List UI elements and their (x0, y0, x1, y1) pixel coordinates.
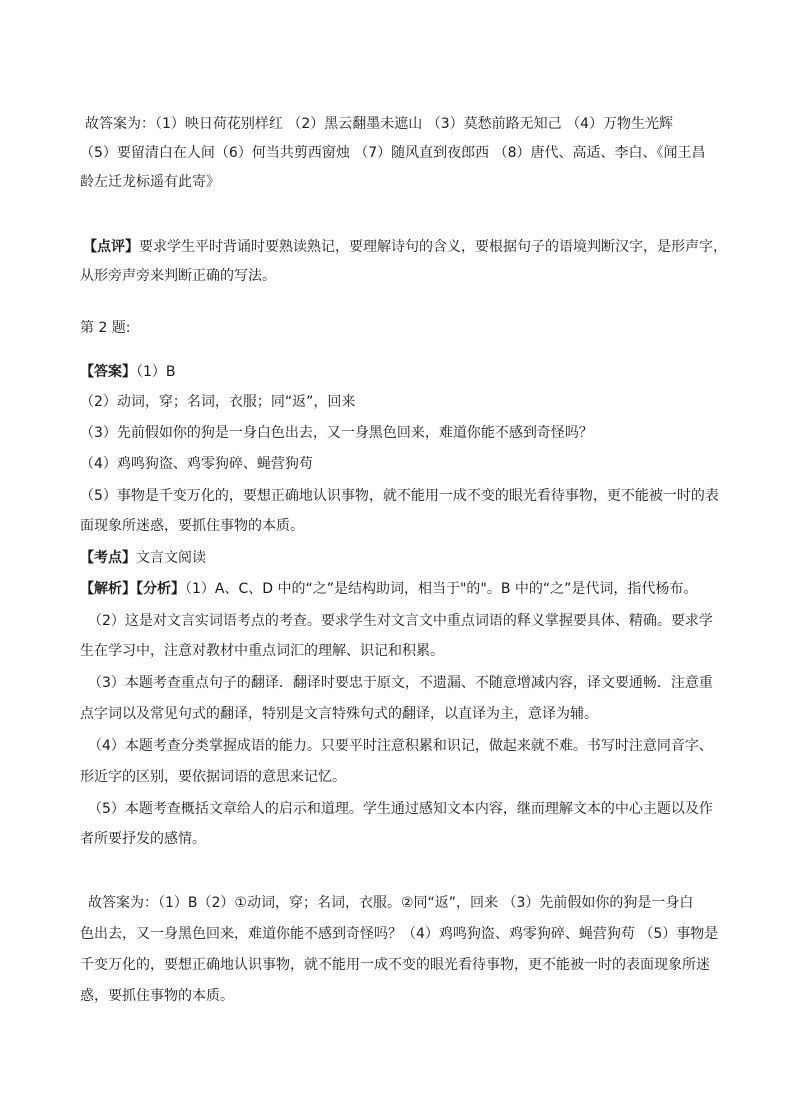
kaodian-text: 文言文阅读 (136, 550, 206, 566)
answer-item-4: （4）鸡鸣狗盗、鸡零狗碎、蝇营狗苟 (80, 456, 313, 472)
answer-item-1: （1）B (136, 364, 176, 380)
answer-summary-line-1: 故答案为：（1）映日荷花别样红 （2）黑云翻墨未遮山 （3）莫愁前路无知己 （4）万物生光辉 (85, 116, 673, 132)
jiexi-item-4-line-2: 形近字的区别，要依据词语的意思来记忆。 (80, 769, 346, 785)
jiexi-item-5-line-2: 者所要抒发的感情。 (80, 831, 206, 847)
jiexi-item-3-line-1: （3）本题考查重点句子的翻译．翻译时要忠于原文，不遗漏、不随意增减内容，译文要通畅．注意重 (88, 675, 713, 691)
answer-item-5-line-2: 面现象所迷惑，要抓住事物的本质。 (80, 518, 304, 534)
final-answer-line-3: 千变万化的，要想正确地认识事物，就不能用一成不变的眼光看待事物，更不能被一时的表面现象所迷 (80, 957, 710, 973)
comment-text-1: 要求学生平时背诵时要熟读熟记，要理解诗句的含义，要根据句子的语境判断汉字，是形声字， (139, 239, 727, 255)
answer-item-2: （2）动词，穿；名词，衣服；同“返”，回来 (80, 394, 356, 410)
jiexi-item-3-line-2: 点字词以及常见句式的翻译，特别是文言特殊句式的翻译，以直译为主，意译为辅。 (80, 706, 598, 722)
comment-tag: 【点评】 (83, 239, 139, 255)
question-heading: 第 2 题: (80, 320, 131, 336)
comment-line-2: 从形旁声旁来判断正确的写法。 (80, 268, 276, 284)
answer-item-5-line-1: （5）事物是千变万化的，要想正确地认识事物，就不能用一成不变的眼光看待事物，更不能被一时的表 (80, 488, 719, 504)
final-answer-line-1: 故答案为：（1）B（2）①动词，穿；名词，衣服。②同“返”，回来 （3）先前假如你的狗是一身白 (88, 895, 694, 911)
jiexi-item-5-line-1: （5）本题考查概括文章给人的启示和道理。学生通过感知文本内容，继而理解文本的中心主题以及作 (88, 801, 713, 817)
answer-tag: 【答案】 (80, 364, 136, 380)
comment-line-1 (83, 237, 733, 257)
jiexi-item-1: （1）A、C、D 中的“之”是结构助词，相当于"的"。B 中的“之”是代词，指代杨布。 (185, 581, 698, 597)
kaodian-line (80, 548, 730, 568)
answer-summary-line-3: 龄左迁龙标遥有此寄》 (80, 174, 220, 190)
jiexi-item-2-line-2: 生在学习中，注意对教材中重点词汇的理解、识记和积累。 (80, 643, 444, 659)
kaodian-tag: 【考点】 (80, 550, 136, 566)
answer-summary-line-2: （5）要留清白在人间（6）何当共剪西窗烛 （7）随风直到夜郎西 （8）唐代、高适、李白、《闻王昌 (80, 145, 706, 161)
final-answer-line-4: 惑，要抓住事物的本质。 (80, 988, 234, 1004)
jiexi-tag: 【解析】 (80, 581, 136, 597)
jiexi-item-4-line-1: （4）本题考查分类掌握成语的能力。只要平时注意积累和识记，做起来就不难。书写时注意同音字、 (88, 738, 713, 754)
answer-line-1 (80, 362, 730, 382)
jiexi-line-1 (80, 579, 730, 599)
final-answer-line-2: 色出去，又一身黑色回来，难道你能不感到奇怪吗？（4）鸡鸣狗盗、鸡零狗碎、蝇营狗苟 （5）事物是 (80, 926, 719, 942)
answer-item-3: （3）先前假如你的狗是一身白色出去，又一身黑色回来，难道你能不感到奇怪吗？ (80, 425, 593, 441)
jiexi-item-2-line-1: （2）这是对文言实词语考点的考查。要求学生对文言文中重点词语的释义掌握要具体、精确。要求学 (88, 613, 713, 629)
fenxi-tag: 【分析】 (136, 581, 185, 597)
